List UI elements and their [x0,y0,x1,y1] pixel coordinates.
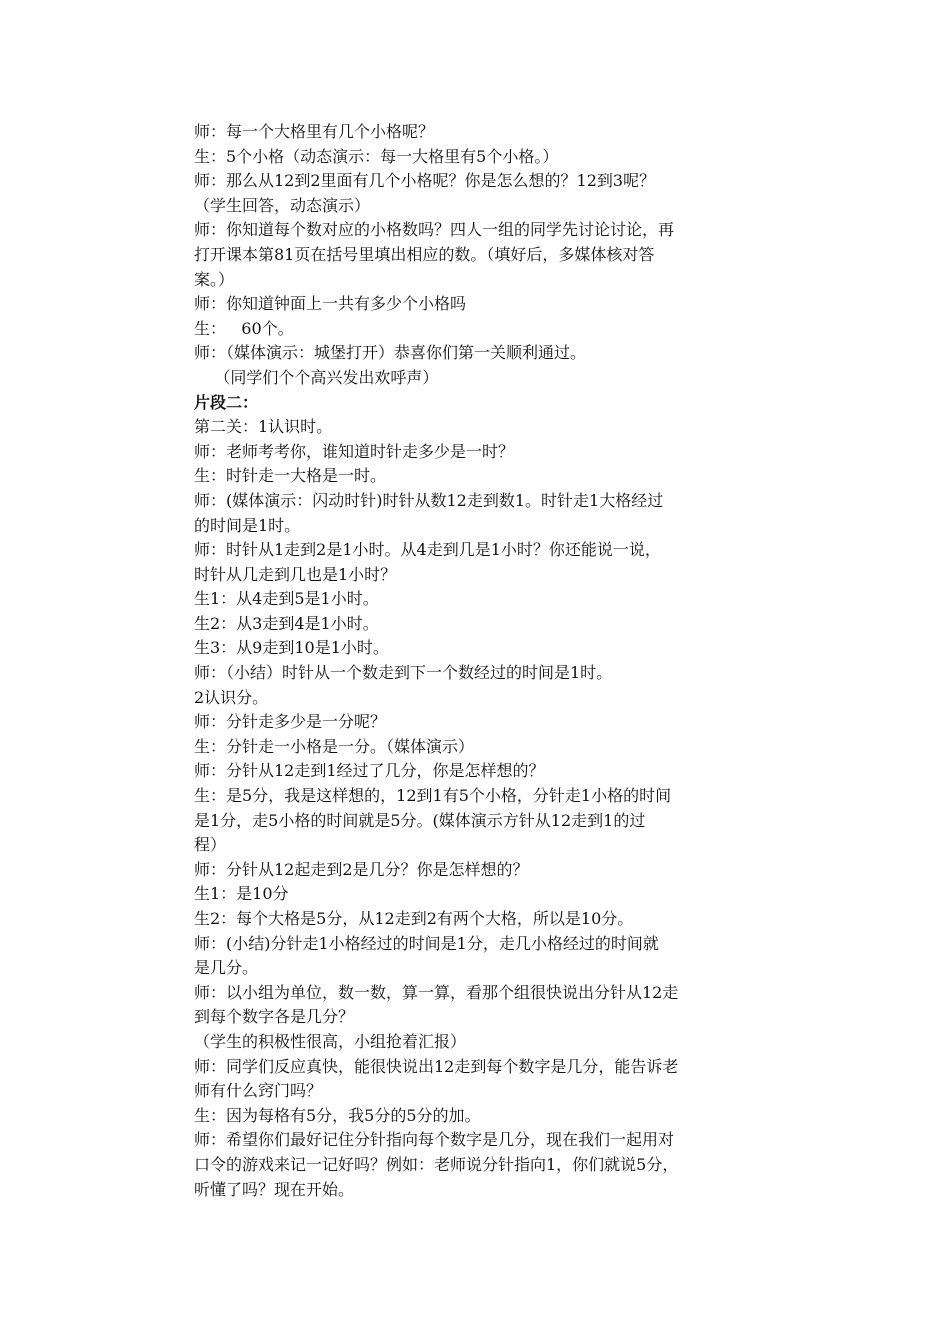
text-line: 师：时针从1走到2是1小时。从4走到几是1小时？你还能说一说， [194,540,661,560]
text-line: 2认识分。 [194,687,269,707]
text-line: 生1：是10分 [194,884,289,904]
text-line: 生3：从9走到10是1小时。 [194,638,389,658]
document-body [194,120,764,1202]
text-line: 师：同学们反应真快，能很快说出12走到每个数字是几分，能告诉老 [194,1056,679,1076]
text-line: 师有什么窍门吗？ [194,1081,323,1101]
text-line: 程） [194,835,227,855]
text-line: 师：那么从12到2里面有几个小格呢？你是怎么想的？12到3呢？ [194,171,656,191]
text-line: 生：是5分，我是这样想的，12到1有5个小格，分针走1小格的时间 [194,786,672,806]
text-line: 生1：从4走到5是1小时。 [194,589,379,609]
text-line: （学生回答，动态演示） [194,195,371,215]
text-line: 师：分针从12起走到2是几分？你是怎样想的？ [194,859,529,879]
text-line: 师：(小结)分针走1小格经过的时间是1分，走几小格经过的时间就 [194,933,659,953]
text-line: 师：分针从12走到1经过了几分，你是怎样想的？ [194,761,545,781]
text-line: 打开课本第81页在括号里填出相应的数。（填好后，多媒体核对答 [194,244,655,264]
text-line: 生：因为每格有5分，我5分的5分的加。 [194,1105,481,1125]
text-line: 师：希望你们最好记住分针指向每个数字是几分，现在我们一起用对 [194,1130,675,1150]
text-line: 师：老师考考你，谁知道时针走多少是一时？ [194,441,515,461]
text-line: 师：（小结）时针从一个数走到下一个数经过的时间是1时。 [194,663,613,683]
text-line: 到每个数字各是几分？ [194,1007,355,1027]
text-line: 生： 60个。 [194,318,294,338]
text-line: 师：以小组为单位，数一数，算一算，看那个组很快说出分针从12走 [194,982,679,1002]
text-line: 时针从几走到几也是1小时？ [194,564,397,584]
section-heading: 片段二： [194,392,259,412]
text-line: 生2：从3走到4是1小时。 [194,613,379,633]
text-line: 第二关：1认识时。 [194,417,333,437]
text-line: 师：分针走多少是一分呢？ [194,712,387,732]
text-line: 听懂了吗？现在开始。 [194,1179,355,1199]
text-line: 生：5个小格（动态演示：每一大格里有5个小格。） [194,146,559,166]
text-line: 师：(媒体演示：闪动时针)时针从数12走到数1。时针走1大格经过 [194,490,664,510]
text-line: 师：你知道每个数对应的小格数吗？四人一组的同学先讨论讨论，再 [194,220,675,240]
text-line: 口令的游戏来记一记好吗？例如：老师说分针指向1，你们就说5分， [194,1154,679,1174]
text-line: 案。） [194,269,235,289]
text-line: 师：每一个大格里有几个小格呢？ [194,122,435,141]
text-line: 师：（媒体演示：城堡打开）恭喜你们第一关顺利通过。 [194,343,587,363]
text-line: 生：分针走一小格是一分。（媒体演示） [194,736,475,756]
text-line: （同学们个个高兴发出欢呼声） [194,367,439,387]
text-line: 生2：每个大格是5分，从12走到2有两个大格，所以是10分。 [194,909,634,928]
text-line: 的时间是1时。 [194,515,301,535]
text-line: 是几分。 [194,958,259,978]
text-line: （学生的积极性很高，小组抢着汇报） [194,1031,467,1051]
text-line: 生：时针走一大格是一时。 [194,466,387,486]
text-line: 师：你知道钟面上一共有多少个小格吗 [194,294,467,314]
text-line: 是1分，走5小格的时间就是5分。(媒体演示方针从12走到1的过 [194,810,646,830]
